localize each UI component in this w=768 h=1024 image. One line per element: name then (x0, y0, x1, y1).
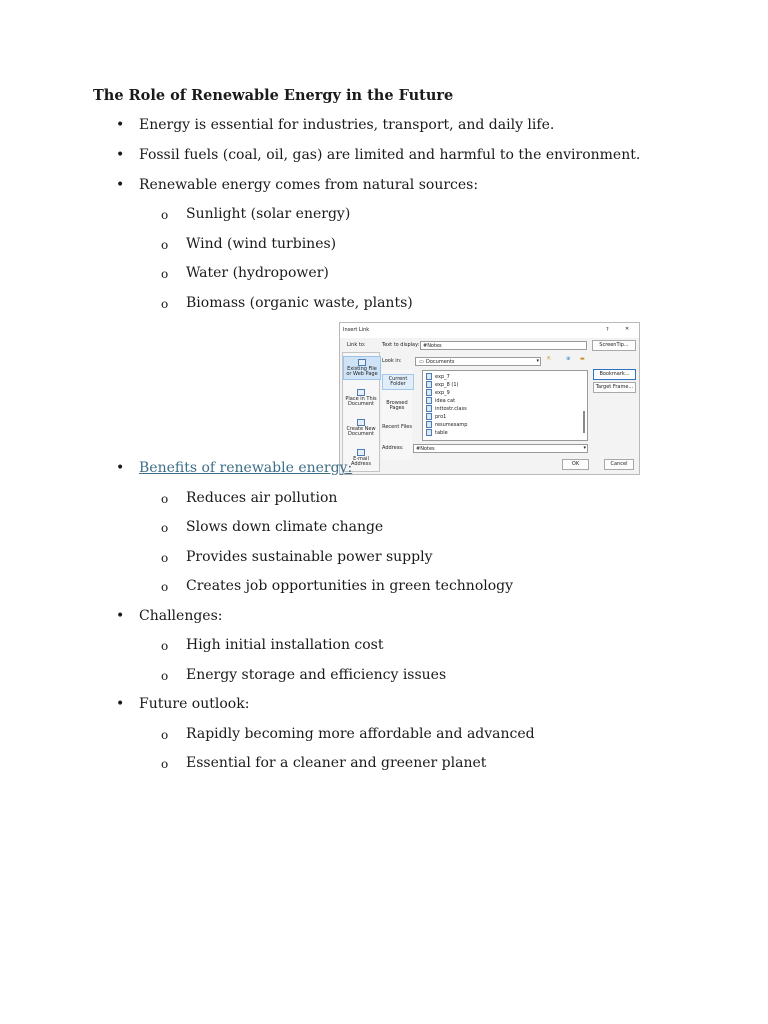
file-icon (426, 413, 432, 420)
bullet-marker: • (116, 608, 125, 624)
source-item: Sunlight (solar energy) (186, 206, 351, 222)
address-value: #Notes (416, 446, 435, 452)
benefit-item: Provides sustainable power supply (186, 549, 433, 565)
benefit-item: Slows down climate change (186, 519, 384, 535)
sub-bullet-marker: o (161, 521, 169, 535)
sub-bullet-marker: o (161, 551, 169, 565)
ok-button[interactable]: OK (562, 459, 589, 470)
document-title: The Role of Renewable Energy in the Future (93, 87, 454, 104)
close-icon[interactable]: ✕ (625, 326, 630, 332)
link-to-sidebar (342, 352, 380, 472)
challenge-item: High initial installation cost (186, 637, 384, 653)
link-to-label: Link to: (347, 342, 366, 348)
address-input[interactable] (413, 444, 588, 453)
file-list-scrollbar[interactable] (583, 411, 585, 433)
file-icon (426, 429, 432, 436)
source-item: Wind (wind turbines) (186, 236, 337, 252)
sidebar-item-label: Existing File or Web Page (346, 366, 378, 377)
file-icon (426, 405, 432, 412)
sidebar-item-place-in-document[interactable] (343, 389, 379, 407)
insert-link-dialog-image (339, 322, 640, 475)
outlook-item: Rapidly becoming more affordable and advanced (186, 726, 535, 742)
sub-bullet-marker: o (161, 728, 169, 742)
file-icon (426, 397, 432, 404)
screentip-button[interactable]: ScreenTip... (592, 340, 636, 351)
sub-bullet-marker: o (161, 492, 169, 506)
help-icon[interactable]: ? (606, 327, 609, 333)
outlook-item: Essential for a cleaner and greener planet (186, 755, 487, 771)
sub-bullet-marker: o (161, 639, 169, 653)
sidebar-item-existing-file[interactable] (343, 356, 381, 380)
file-name: resumesamp (435, 422, 468, 428)
sub-bullet-marker: o (161, 297, 169, 311)
globe-file-icon (358, 359, 366, 366)
file-icon (426, 381, 432, 388)
cancel-button[interactable]: Cancel (604, 459, 634, 470)
file-item[interactable] (426, 421, 467, 427)
sub-bullet-marker: o (161, 208, 169, 222)
benefits-link[interactable]: Benefits of renewable energy: (139, 460, 353, 476)
bullet-fossil-fuels: Fossil fuels (coal, oil, gas) are limited and harmful to the environment. (139, 147, 641, 163)
sidebar-item-label: Create New Document (346, 426, 376, 437)
source-item: Biomass (organic waste, plants) (186, 295, 413, 311)
up-folder-icon[interactable]: ⇱ (547, 356, 552, 362)
bullet-energy-essential: Energy is essential for industries, transport, and daily life. (139, 117, 555, 133)
challenge-item: Energy storage and efficiency issues (186, 667, 447, 683)
new-document-icon (357, 419, 365, 426)
bullet-marker: • (116, 696, 125, 712)
chevron-down-icon: ▾ (583, 445, 586, 451)
nav-browsed-pages[interactable]: Browsed Pages (386, 400, 408, 411)
file-list[interactable] (422, 370, 588, 441)
file-name: inttostr.class (435, 406, 467, 412)
sub-bullet-marker: o (161, 267, 169, 281)
file-item[interactable] (426, 389, 450, 395)
folder-icon: ▭ (419, 359, 424, 365)
target-frame-button[interactable]: Target Frame... (593, 382, 636, 393)
file-name: exp_8 (1) (435, 382, 459, 388)
bullet-marker: • (116, 117, 125, 133)
benefit-item: Creates job opportunities in green technology (186, 578, 514, 594)
bullet-renewable-sources: Renewable energy comes from natural sources: (139, 177, 479, 193)
sub-bullet-marker: o (161, 238, 169, 252)
sub-bullet-marker: o (161, 580, 169, 594)
file-item[interactable] (426, 429, 448, 435)
file-name: pro1 (435, 414, 447, 420)
chevron-down-icon: ▾ (536, 358, 539, 364)
browse-web-icon[interactable]: ⊕ (566, 356, 571, 362)
file-name: idea cat (435, 398, 456, 404)
sidebar-item-label: Place in This Document (345, 396, 377, 407)
dialog-title: Insert Link (343, 327, 370, 333)
benefit-item: Reduces air pollution (186, 490, 338, 506)
browse-file-icon[interactable]: ▬ (580, 356, 585, 362)
source-item: Water (hydropower) (186, 265, 329, 281)
file-name: exp_7 (435, 374, 450, 380)
bullet-marker: • (116, 147, 125, 163)
file-icon (426, 389, 432, 396)
look-in-label: Look in: (382, 358, 402, 364)
text-to-display-input[interactable] (420, 341, 587, 350)
file-item[interactable] (426, 405, 467, 411)
email-icon (357, 449, 365, 456)
text-to-display-label: Text to display: (382, 342, 420, 348)
file-item[interactable] (426, 397, 455, 403)
nav-recent-files[interactable]: Recent Files (382, 424, 412, 430)
file-item[interactable] (426, 381, 458, 387)
sub-bullet-marker: o (161, 669, 169, 683)
file-icon (426, 421, 432, 428)
look-in-select[interactable] (415, 357, 541, 366)
sidebar-item-create-new[interactable] (343, 419, 379, 437)
dialog-titlebar (340, 323, 639, 338)
file-name: exp_9 (435, 390, 450, 396)
bullet-marker: • (116, 460, 125, 476)
look-in-value: Documents (426, 359, 455, 365)
text-to-display-value: #Notes (423, 343, 442, 349)
bullet-marker: • (116, 177, 125, 193)
address-label: Address: (382, 445, 404, 451)
file-item[interactable] (426, 373, 450, 379)
nav-current-folder[interactable]: Current Folder (382, 374, 414, 390)
outlook-heading: Future outlook: (139, 696, 250, 712)
document-icon (357, 389, 365, 396)
bookmark-button[interactable]: Bookmark... (593, 369, 636, 380)
challenges-heading: Challenges: (139, 608, 223, 624)
file-name: table (435, 430, 448, 436)
sidebar-item-label: E-mail Address (351, 456, 371, 467)
sub-bullet-marker: o (161, 757, 169, 771)
file-icon (426, 373, 432, 380)
file-item[interactable] (426, 413, 446, 419)
